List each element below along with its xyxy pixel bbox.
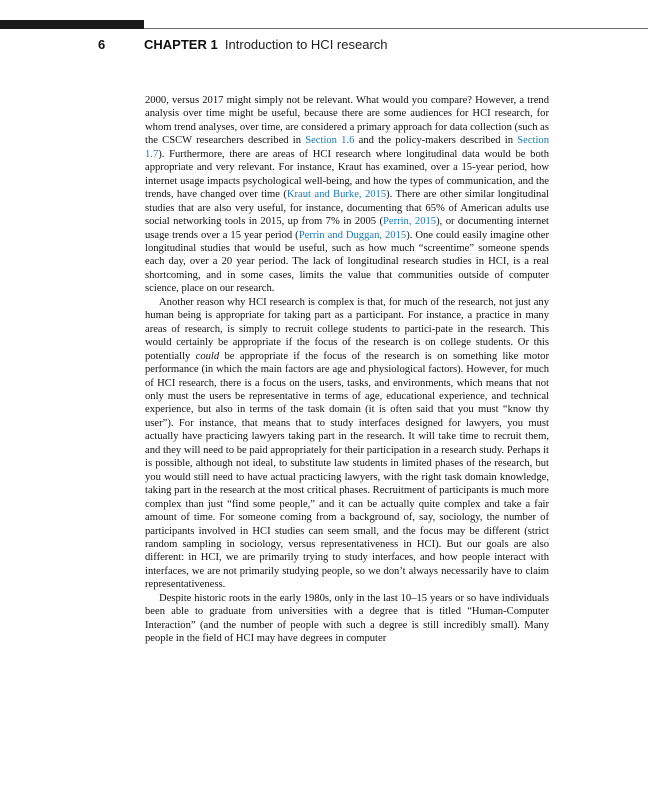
paragraph-1: [145, 94, 549, 296]
page-number: 6: [98, 37, 106, 52]
emphasis: could: [195, 350, 220, 362]
section-link[interactable]: Section 1.7: [145, 135, 550, 160]
chapter-title: Introduction to HCI research: [224, 37, 388, 52]
header-rule-bar: [0, 20, 144, 29]
paragraph-3: [145, 592, 549, 646]
text-run: 2000, versus 2017 might simply not be relevant. What would you compare? However, a trend analysis over time might be useful, because there are some audiences for HCI research, for whom trend analyses, over time, are considered a primary approach for data collection (such as the CSCW researchers described in: [145, 95, 549, 147]
citation-link[interactable]: Perrin and Duggan, 2015: [298, 229, 407, 241]
text-run: Despite historic roots in the early 1980s, only in the last 10–15 years or so have individuals been able to graduate from universities with a degree that is titled “Human-Computer Interaction” (and the number of people with such a degree is still incredibly small). Many people in the field of HCI may have degrees in computer: [145, 592, 549, 645]
section-link[interactable]: Section 1.6: [305, 135, 355, 147]
chapter-label: CHAPTER 1: [144, 37, 218, 52]
text-run: ), or documenting internet usage trends over a 15 year period (: [145, 216, 549, 241]
running-head: [144, 37, 388, 52]
citation-link[interactable]: Kraut and Burke, 2015: [286, 189, 387, 201]
body-text: [145, 94, 549, 646]
text-run: be appropriate if the focus of the research is on something like motor performance (in which the main factors are age and physiological factors). However, for much of HCI research, there is a focus on the users, tasks, and environments, which means that not only must the users be representative in terms of age, educational experience, and technical experience, but also in terms of the task domain (it is often said that you must “know thy user”). For instance, that means that to study interfaces designed for lawyers, you must actually have practicing lawyers taking part in the research. It will take time to recruit them, and they will need to be paid appropriately for their participation in a research study. Perhaps it is possible, although not ideal, to substitute law students in limited phases of the research, but you would still need to have actual practicing lawyers, with the right task domain knowledge, taking part in the research at the most critical phases. Recruitment of participants is much more complex than just “find some people,” and it can be actually quite complex and take a fair amount of time. For someone coming from a background of, say, sociology, the number of participants involved in HCI studies can seem small, and the focus may be different (strict random sampling in sociology, versus representativeness in HCI). But our goals are also different: in HCI, we are primarily trying to study interfaces, and how people interact with interfaces, we are not primarily studying people, so we don’t always necessarily have to claim representativeness.: [145, 350, 549, 591]
header-rule-line: [144, 28, 648, 29]
text-run: ). One could easily imagine other longitudinal studies that would be useful, such as how much “screentime” someone spends each day, over a 20 year period. The lack of longitudinal research studies in HCI, is a real shortcoming, and in some cases, limits the value that communities outside of computer science, place on our research.: [145, 229, 549, 295]
citation-link[interactable]: Perrin, 2015: [382, 216, 437, 228]
text-run: ). Furthermore, there are areas of HCI research where longitudinal data would be both appropriate and very relevant. For instance, Kraut has examined, over a 15-year period, how internet usage impacts psychological well-being, and how the types of communication, and the trends, have changed over time (: [145, 148, 549, 201]
text-run: and the policy-makers described in: [354, 135, 518, 147]
text-run: Another reason why HCI research is complex is that, for much of the research, not just any human being is appropriate for taking part as a participant. For instance, a practice in many areas of research, is simply to recruit college students to partici-pate in the research. This would certainly be appropriate if the focus of the research is on college students. Or this potentially: [145, 296, 549, 362]
paragraph-2: [145, 296, 549, 592]
text-run: ). There are other similar longitudinal studies that are also very useful, for instance, documenting that 65% of American adults use social networking tools in 2015, up from 7% in 2005 (: [145, 189, 549, 228]
